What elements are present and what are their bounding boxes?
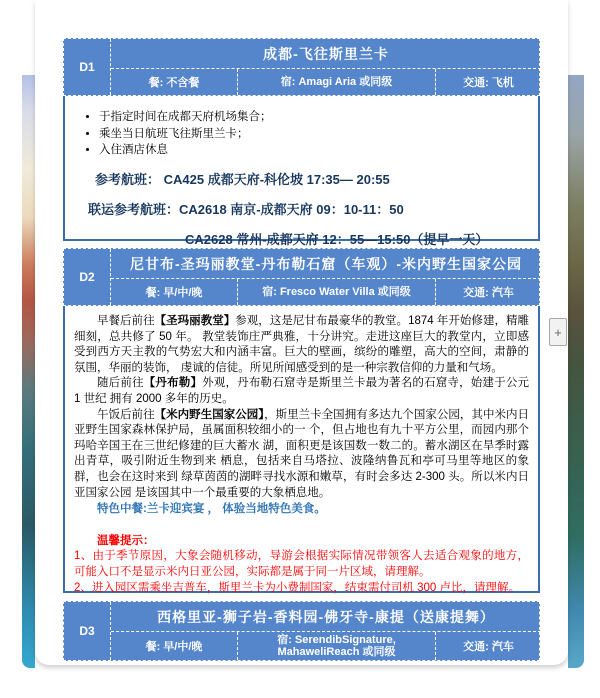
paragraph-st-marys-church bbox=[74, 314, 529, 376]
lodging-cell: 宿: Amagi Aria 或同级 bbox=[238, 69, 436, 95]
paragraph-text: 随后前往 bbox=[97, 377, 144, 390]
expand-plus-button[interactable]: + bbox=[549, 318, 567, 346]
paragraph-minneriya-park bbox=[74, 408, 529, 502]
special-lunch-note: 特色中餐:兰卡迎宾宴 ， 体验当地特色美食。 bbox=[97, 503, 326, 516]
paragraph-text: 早餐后前往 bbox=[97, 315, 155, 327]
background-photo-right-edge bbox=[568, 75, 584, 668]
day-label: D3 bbox=[64, 602, 111, 660]
meal-cell: 餐: 不含餐 bbox=[111, 69, 238, 95]
highlight-dambulla: 【丹布勒】 bbox=[143, 377, 203, 390]
lodging-cell: 宿: SerendibSignature, MahaweliReach 或同级 bbox=[238, 632, 436, 660]
reference-flight-line: 参考航班： CA425 成都天府-科伦坡 17:35— 20:55 bbox=[95, 171, 390, 187]
paragraph-text: 参观，这是尼甘布最豪华的教堂。1874 年开始修建，精雕细刻，总共修了 50 年。 教堂装饰庄严典雅，十分讲究。走进这座巨大的教堂内，立即感受到西方天主教的气势宏大和内涵丰富。巨大的壁画，缤纷的雕塑，高大的空间，肃静的氛围，华丽的装饰， 虔诚的信徒。所见所闻感受到的是一种宗教信仰的力量和气场。 bbox=[74, 315, 530, 374]
day-title: 成都-飞往斯里兰卡 bbox=[111, 39, 541, 69]
day-3-header-table bbox=[63, 601, 540, 661]
day-2-header-table bbox=[63, 248, 540, 306]
tips-title: 温馨提示： bbox=[97, 534, 155, 547]
paragraph-text: 午饭后前往 bbox=[97, 408, 155, 421]
meal-cell: 餐: 早/中/晚 bbox=[111, 632, 238, 660]
bullet-item: • 入住酒店休息 bbox=[99, 143, 526, 159]
transport-cell: 交通: 飞机 bbox=[463, 77, 514, 89]
bullet-item: • 乘坐当日航班飞往斯里兰卡； bbox=[99, 127, 526, 143]
highlight-st-marys-church: 【圣玛丽教堂】 bbox=[154, 315, 236, 327]
day-title: 西格里亚-狮子岩-香料园-佛牙寺-康提（送康提舞） bbox=[111, 602, 541, 632]
connecting-flight-line-2: CA2628 常州-成都天府 12：55—15:50（提早一天） bbox=[185, 231, 489, 247]
tip-item-2: 2、进入园区需乘坐吉普车，斯里兰卡为小费制国家，结束需付司机 300 卢比，请理解。 bbox=[74, 581, 520, 594]
transport-cell: 交通: 汽车 bbox=[463, 641, 514, 653]
transport-cell: 交通: 汽车 bbox=[463, 287, 514, 299]
connecting-flight-line-1: 联运参考航班：CA2618 南京-成都天府 09：10-11：50 bbox=[88, 201, 404, 217]
day-2-content bbox=[63, 306, 540, 593]
day-1-header-table bbox=[63, 38, 540, 96]
day-label: D1 bbox=[64, 39, 111, 95]
day-1-bullet-list bbox=[81, 110, 526, 159]
bullet-item: • 于指定时间在成都天府机场集合； bbox=[99, 110, 526, 126]
paragraph-dambulla bbox=[74, 376, 529, 407]
background-photo-left-edge bbox=[22, 75, 35, 668]
tip-item-1: 1、由于季节原因，大象会随机移动，导游会根据实际情况带领客人去适合观象的地方， 可能入口不是显示米内日亚公园，实际都是属于同一片区域，请理解。 bbox=[74, 550, 529, 578]
itinerary-document bbox=[63, 38, 540, 661]
day-title: 尼甘布-圣玛丽教堂-丹布勒石窟（车观）-米内野生国家公园 bbox=[111, 249, 541, 279]
day-label: D2 bbox=[64, 249, 111, 305]
meal-cell: 餐: 早/中/晚 bbox=[111, 279, 238, 305]
highlight-minneriya-park: 【米内野生国家公园】 bbox=[154, 408, 265, 421]
day-1-content bbox=[63, 96, 540, 247]
paragraph-text: ，斯里兰卡全国拥有多达九个国家公园，其中米内日亚野生国家森林保护局，虽属面积较细小的一 个，但占地也有九十平方公里，而园内那个玛哈辛国王在三世纪修建的巨大蓄水 湖，面积更是该国数一数二的。蓄水湖区在旱季时露出青草，吸引附近生物到来 栖息，包括来自马塔拉、波隆纳鲁瓦和亭可马里等地区的象群，也会在这时来到 绿草茵茵的湖畔寻找水源和嫩草，有时会多达 2-300 头。所以米内日亚国家公园 是该国其中一个最重要的大象栖息地。 bbox=[74, 408, 530, 499]
paragraph-text: 外观，丹布勒石窟寺是斯里兰卡最为著名的石窟寺，始建于公元 1 世纪 拥有 2000 多年的历史。 bbox=[74, 377, 530, 405]
lodging-cell: 宿: Fresco Water Villa 或同级 bbox=[238, 279, 436, 305]
